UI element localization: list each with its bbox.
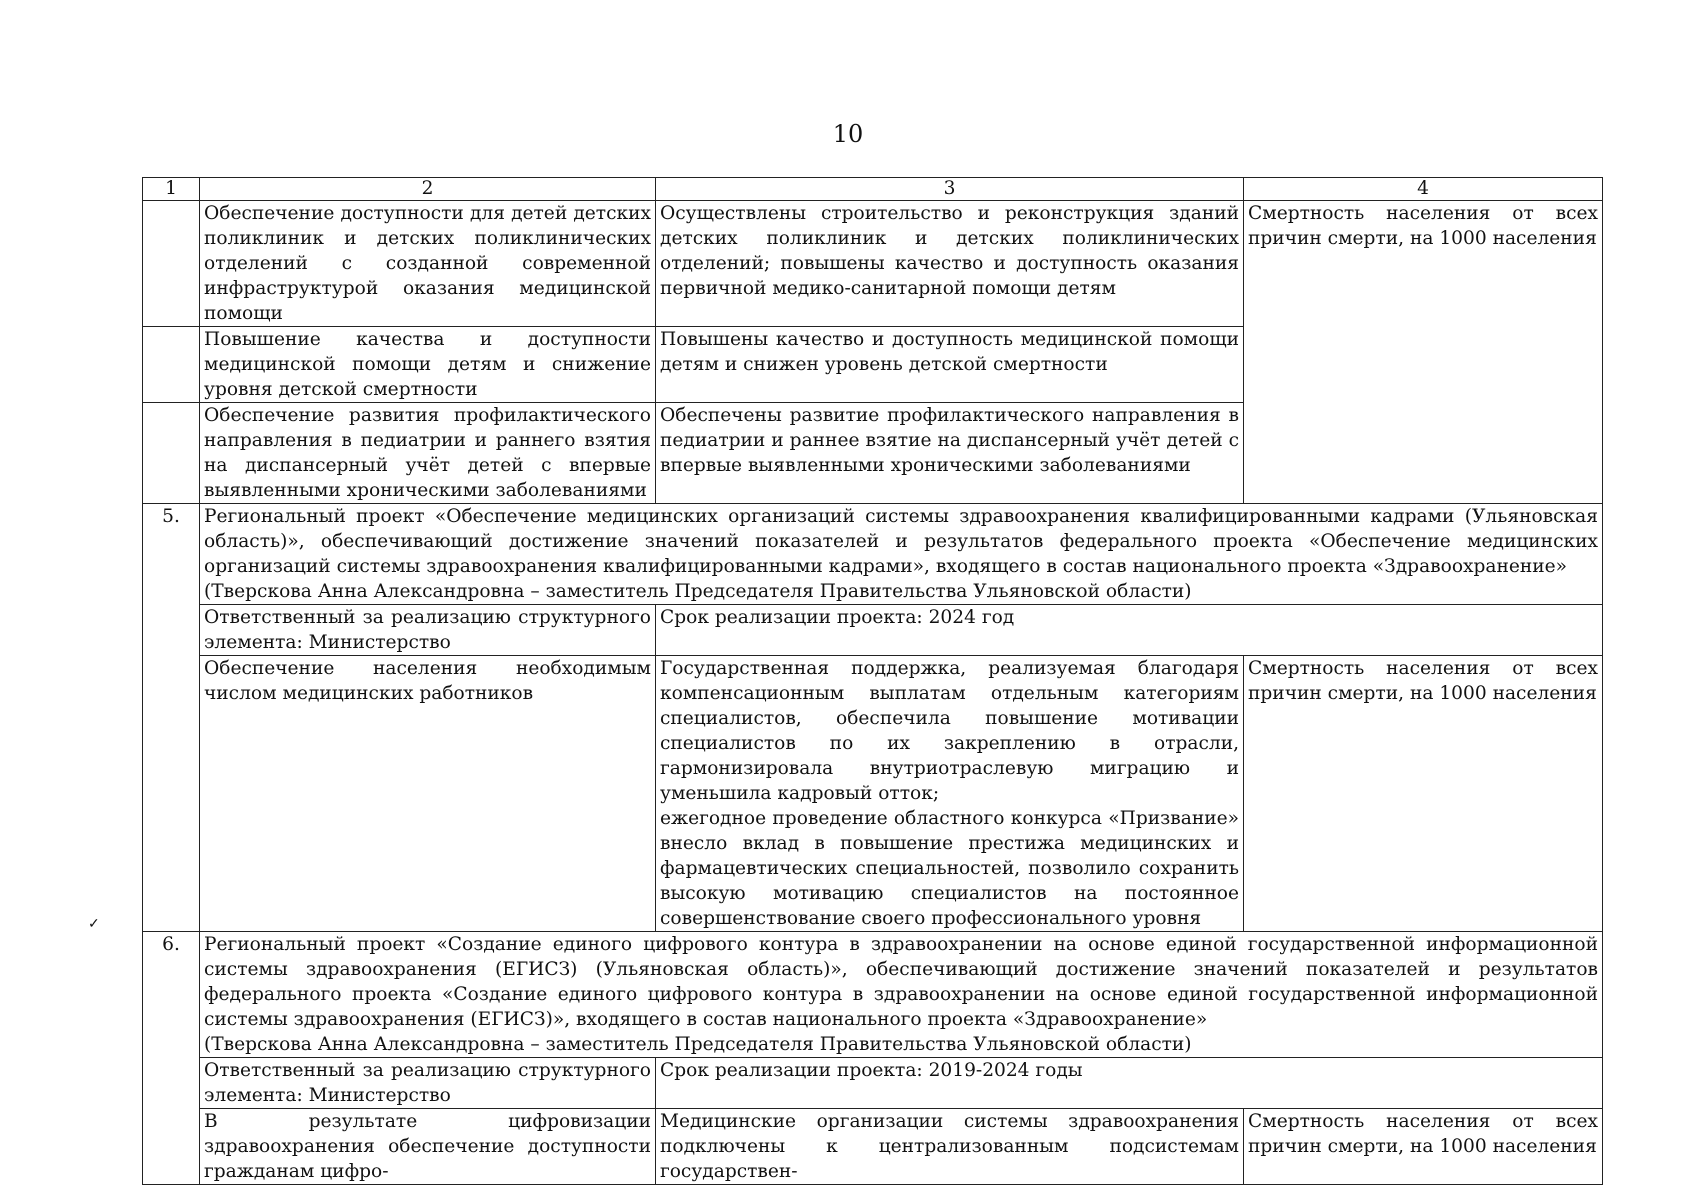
result-cell: Обеспечены развитие профилактического направления в педиатрии и раннее взятие на диспансерный учёт детей с впервые выявленными хроническими заболеваниями xyxy=(656,403,1244,504)
result-text: Государственная поддержка, реализуемая благодаря компенсационным выплатам отдельным категориям специалистов, обеспечила повышение мотивации специалистов по их закреплению в отрасли, гармонизировала внутриотраслевую миграцию и уменьшила кадровый отток; xyxy=(660,658,1239,804)
header-row xyxy=(143,178,1603,201)
indicator-cell: Смертность населения от всех причин смерти, на 1000 населения xyxy=(1244,201,1603,504)
row-number-empty xyxy=(143,403,200,504)
section-5-responsible-row xyxy=(143,605,1603,656)
section-6-term: Срок реализации проекта: 2019-2024 годы xyxy=(656,1058,1603,1109)
section-5-curator: (Тверскова Анна Александровна – заместитель Председателя Правительства Ульяновской области) xyxy=(204,581,1192,602)
header-col-1: 1 xyxy=(143,178,200,201)
result-cell xyxy=(656,656,1244,932)
section-6-number: 6. xyxy=(143,932,200,1185)
section-6-responsible-row xyxy=(143,1058,1603,1109)
section-6-title-text: Региональный проект «Создание единого цифрового контура в здравоохранении на основе единой государственной информационной системы здравоохранения (ЕГИСЗ) (Ульяновская область)», обеспечивающий достижение значений показателей и результатов федерального проекта «Создание единого цифрового контура в здравоохранении на основе единой государственной информационной системы здравоохранения (ЕГИСЗ)», входящего в состав национального проекта «Здравоохранение» xyxy=(204,934,1598,1030)
section-5-term: Срок реализации проекта: 2024 год xyxy=(656,605,1603,656)
row-number-empty xyxy=(143,327,200,403)
indicator-cell: Смертность населения от всех причин смерти, на 1000 населения xyxy=(1244,1109,1603,1185)
result-cell: Медицинские организации системы здравоохранения подключены к централизованным подсистемам государствен- xyxy=(656,1109,1244,1185)
result-cell: Осуществлены строительство и реконструкция зданий детских поликлиник и детских поликлинических отделений; повышены качество и доступность оказания первичной медико-санитарной помощи детям xyxy=(656,201,1244,327)
header-col-2: 2 xyxy=(200,178,656,201)
section-6-title xyxy=(200,932,1603,1058)
section-5-number: 5. xyxy=(143,504,200,932)
header-col-3: 3 xyxy=(656,178,1244,201)
section-5-title-row xyxy=(143,504,1603,605)
header-col-4: 4 xyxy=(1244,178,1603,201)
results-table xyxy=(142,177,1603,1185)
table-row xyxy=(143,201,1603,327)
section-6-responsible: Ответственный за реализацию структурного элемента: Министерство xyxy=(200,1058,656,1109)
table-row xyxy=(143,1109,1603,1185)
result-cell: Повышены качество и доступность медицинской помощи детям и снижен уровень детской смертности xyxy=(656,327,1244,403)
task-cell: Обеспечение населения необходимым числом медицинских работников xyxy=(200,656,656,932)
task-cell: Обеспечение доступности для детей детских поликлиник и детских поликлинических отделений с созданной современной инфраструктурой оказания медицинской помощи xyxy=(200,201,656,327)
task-cell: Обеспечение развития профилактического направления в педиатрии и раннего взятия на диспансерный учёт детей с впервые выявленными хроническими заболеваниями xyxy=(200,403,656,504)
table-row xyxy=(143,656,1603,932)
section-5-title-text: Региональный проект «Обеспечение медицинских организаций системы здравоохранения квалифицированными кадрами (Ульяновская область)», обеспечивающий достижение значений показателей и результатов федерального проекта «Обеспечение медицинских организаций системы здравоохранения квалифицированными кадрами», входящего в состав национального проекта «Здравоохранение» xyxy=(204,506,1598,577)
section-6-curator: (Тверскова Анна Александровна – заместитель Председателя Правительства Ульяновской области) xyxy=(204,1034,1192,1055)
row-number-empty xyxy=(143,201,200,327)
section-5-title xyxy=(200,504,1603,605)
result-text: ежегодное проведение областного конкурса «Призвание» внесло вклад в повышение престижа медицинских и фармацевтических специальностей, позволило сохранить высокую мотивацию специалистов на постоянное совершенствование своего профессионального уровня xyxy=(660,808,1239,929)
indicator-cell: Смертность населения от всех причин смерти, на 1000 населения xyxy=(1244,656,1603,932)
task-cell: В результате цифровизации здравоохранения обеспечение доступности гражданам цифро- xyxy=(200,1109,656,1185)
section-5-responsible: Ответственный за реализацию структурного элемента: Министерство xyxy=(200,605,656,656)
section-6-title-row xyxy=(143,932,1603,1058)
page-number: 10 xyxy=(832,120,864,148)
margin-mark: ✓ xyxy=(88,916,100,932)
task-cell: Повышение качества и доступности медицинской помощи детям и снижение уровня детской смертности xyxy=(200,327,656,403)
